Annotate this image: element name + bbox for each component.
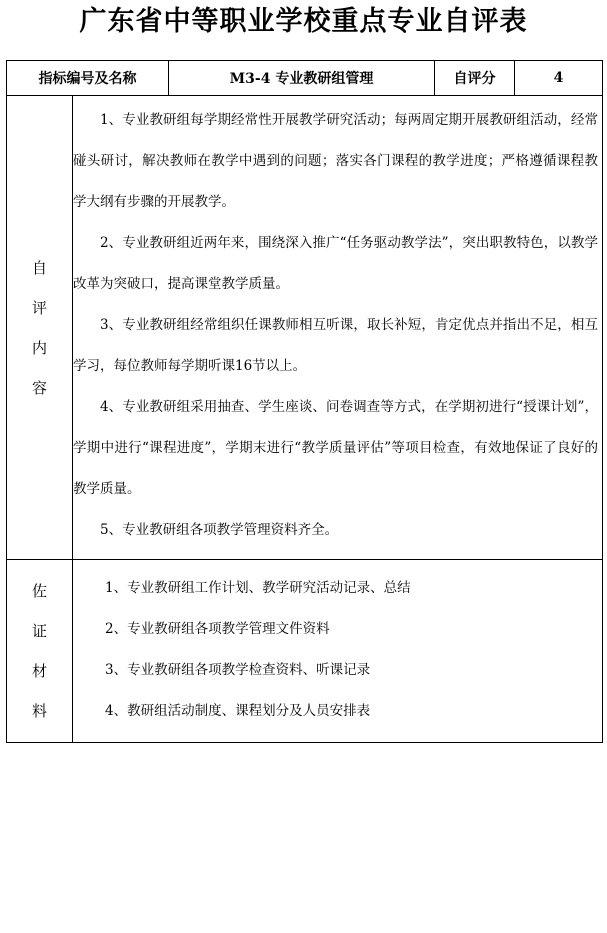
evidence-label: 佐 证 材 料	[7, 560, 73, 743]
evidence-item: 2、专业教研组各项教学管理文件资料	[105, 621, 330, 637]
self-eval-paragraph: 2、专业教研组近两年来，围绕深入推广“任务驱动教学法”，突出职教特色，以教学改革为突破口，提高课堂教学质量。	[73, 235, 598, 292]
self-eval-paragraph: 1、专业教研组每学期经常性开展教学研究活动；每两周定期开展教研组活动，经常碰头研讨，解决教师在教学中遇到的问题；落实各门课程的教学进度；严格遵循课程教学大纲有步骤的开展教学。	[73, 112, 598, 210]
score-value: 4	[515, 61, 603, 96]
evidence-row	[7, 560, 603, 743]
evidence-item: 3、专业教研组各项教学检查资料、听课记录	[105, 662, 371, 678]
self-eval-label: 自 评 内 容	[7, 96, 73, 560]
evidence-content	[73, 560, 603, 743]
indicator-value: M3-4 专业教研组管理	[169, 61, 435, 96]
self-evaluation-table	[6, 60, 603, 743]
self-eval-row	[7, 96, 603, 560]
self-eval-content	[73, 96, 603, 560]
page-title: 广东省中等职业学校重点专业自评表	[79, 6, 528, 37]
evidence-item: 1、专业教研组工作计划、教学研究活动记录、总结	[105, 580, 411, 596]
self-eval-paragraph: 3、专业教研组经常组织任课教师相互听课，取长补短，肯定优点并指出不足，相互学习，每位教师每学期听课16节以上。	[73, 317, 598, 374]
header-row	[7, 61, 603, 96]
self-eval-paragraph: 4、专业教研组采用抽查、学生座谈、问卷调查等方式，在学期初进行“授课计划”，学期中进行“课程进度”，学期末进行“教学质量评估”等项目检查，有效地保证了良好的教学质量。	[73, 399, 598, 497]
evidence-item: 4、教研组活动制度、课程划分及人员安排表	[105, 703, 371, 719]
indicator-label: 指标编号及名称	[7, 61, 169, 96]
self-eval-paragraph: 5、专业教研组各项教学管理资料齐全。	[100, 522, 339, 538]
score-label: 自评分	[435, 61, 515, 96]
